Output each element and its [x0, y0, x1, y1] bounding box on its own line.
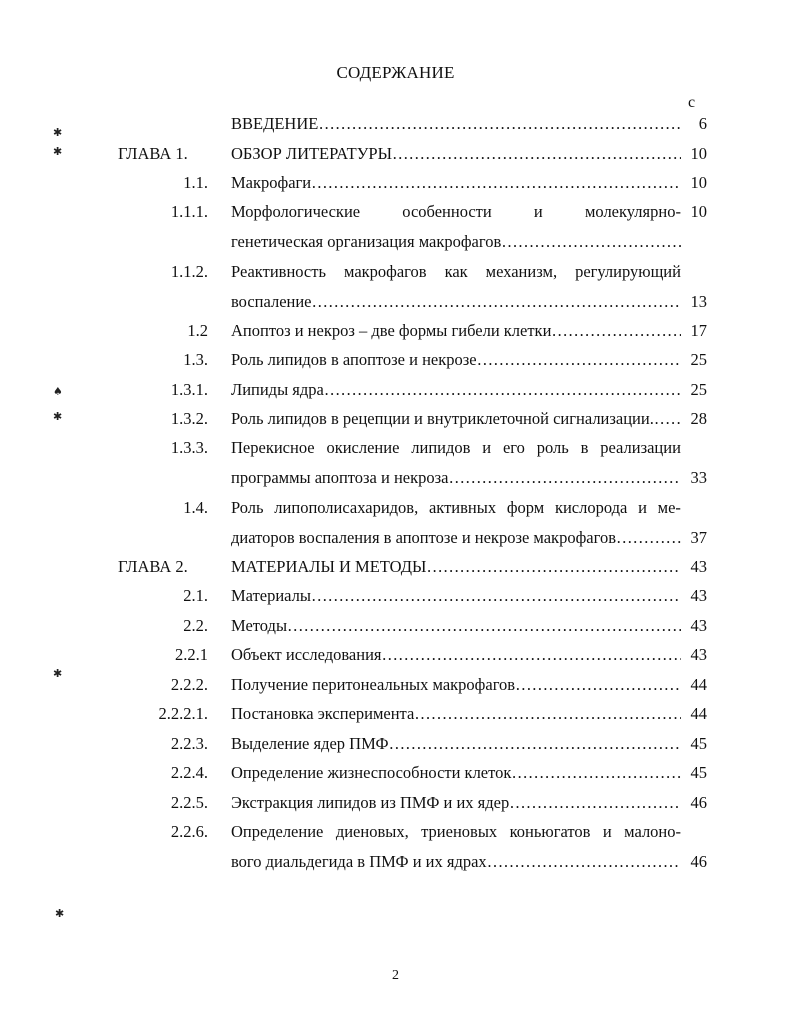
toc-entry-title[interactable]	[231, 320, 681, 342]
toc-entry-text: ОБЗОР ЛИТЕРАТУРЫ	[231, 144, 392, 163]
toc-entry-line[interactable]: Определение диеновых, триеновых коньюгатов и малоно-	[231, 822, 681, 841]
toc-page-number: 37	[690, 527, 707, 547]
toc-section-number: 2.2.3.	[170, 734, 208, 753]
scan-speck: ✱	[53, 126, 63, 139]
toc-entry-title[interactable]	[231, 143, 681, 165]
leader-dots	[515, 675, 681, 694]
toc-section-number: 1.2	[187, 321, 208, 340]
toc-entry-title[interactable]	[231, 556, 681, 578]
toc-entry-text: воспаление	[231, 291, 312, 311]
toc-entry-text: Определение жизнеспособности клеток	[231, 763, 512, 782]
toc-page-number: 17	[690, 321, 707, 340]
toc-page-number: 43	[690, 586, 707, 605]
toc-entry-title[interactable]	[231, 408, 681, 430]
toc-section-number: 2.2.2.	[170, 675, 208, 694]
toc-chapter-label: ГЛАВА 2.	[118, 557, 188, 576]
toc-entry-text: МАТЕРИАЛЫ И МЕТОДЫ	[231, 557, 427, 576]
leader-dots	[312, 292, 681, 311]
toc-section-number: 2.2.1	[175, 645, 208, 664]
toc-section-number: 1.1.1.	[170, 202, 208, 221]
toc-entry-text: программы апоптоза и некроза	[231, 467, 449, 487]
toc-entry-text: Получение перитонеальных макрофагов	[231, 675, 516, 694]
toc-page-number: 28	[690, 409, 707, 428]
leader-dots	[392, 144, 681, 163]
toc-entry-text: Экстракция липидов из ПМФ и их ядер	[231, 793, 510, 812]
leader-dots	[551, 321, 681, 340]
toc-entry-title[interactable]	[231, 792, 681, 814]
toc-entry-title[interactable]	[231, 113, 681, 135]
scan-speck: ♠	[53, 385, 63, 398]
scan-speck: ✱	[53, 145, 63, 158]
leader-dots	[287, 616, 681, 635]
toc-entry-line[interactable]: Реактивность макрофагов как механизм, регулирующий	[231, 262, 681, 281]
toc-section-number: 2.2.6.	[170, 822, 208, 841]
toc-entry-title[interactable]	[231, 467, 681, 489]
toc-section-number: 1.3.3.	[170, 438, 208, 457]
toc-entry-text: Роль липидов в рецепции и внутриклеточной сигнализации.	[231, 409, 654, 428]
toc-page-number: 33	[690, 467, 707, 487]
toc-section-number: 1.3.	[183, 350, 208, 369]
toc-entry-title[interactable]	[231, 674, 681, 696]
toc-section-number: 1.1.	[183, 173, 208, 192]
toc-entry-text: Материалы	[231, 586, 311, 605]
toc-page-number: 10	[690, 202, 707, 221]
toc-entry-title[interactable]	[231, 585, 681, 607]
scan-speck: ✱	[53, 667, 63, 680]
toc-section-number: 1.3.1.	[170, 380, 208, 399]
toc-page-number: 25	[690, 380, 707, 399]
toc-entry-text: Постановка эксперимента	[231, 704, 415, 723]
toc-entry-text: Роль липидов в апоптозе и некрозе	[231, 350, 477, 369]
toc-page-number: 43	[690, 645, 707, 664]
leader-dots	[426, 557, 681, 576]
toc-page-number: 13	[690, 291, 707, 311]
toc-entry-text: Липиды ядра	[231, 380, 324, 399]
leader-dots	[318, 114, 681, 133]
toc-entry-title[interactable]	[231, 733, 681, 755]
leader-dots	[501, 232, 681, 251]
toc-entry-title[interactable]	[231, 349, 681, 371]
toc-page-number: 45	[690, 734, 707, 753]
leader-dots	[311, 173, 681, 192]
toc-entry-line[interactable]: Роль липополисахаридов, активных форм кислорода и ме-	[231, 498, 681, 517]
toc-entry-title[interactable]	[231, 615, 681, 637]
toc-section-number: 2.1.	[183, 586, 208, 605]
scan-speck: ✱	[55, 907, 65, 920]
toc-section-number: 2.2.2.1.	[158, 704, 208, 723]
toc-page-number: 46	[690, 851, 707, 871]
toc-page-number: 44	[690, 704, 707, 723]
toc-entry-text: генетическая организация макрофагов	[231, 231, 502, 251]
leader-dots	[616, 528, 681, 547]
toc-section-number: 1.3.2.	[170, 409, 208, 428]
toc-entry-text: Макрофаги	[231, 173, 312, 192]
leader-dots	[654, 409, 681, 428]
toc-entry-text: Выделение ядер ПМФ	[231, 734, 389, 753]
toc-entry-text: Методы	[231, 616, 288, 635]
toc-section-number: 1.1.2.	[170, 262, 208, 281]
toc-entry-text: Объект исследования	[231, 645, 382, 664]
leader-dots	[511, 763, 681, 782]
toc-entry-title[interactable]	[231, 851, 681, 873]
leader-dots	[448, 468, 681, 487]
toc-entry-text: ВВЕДЕНИЕ	[231, 114, 319, 133]
toc-entry-text: диаторов воспаления в апоптозе и некрозе макрофагов	[231, 527, 616, 547]
toc-entry-line[interactable]: Морфологические особенности и молекулярно-	[231, 202, 681, 221]
leader-dots	[311, 586, 681, 605]
toc-page-number: 6	[698, 114, 707, 133]
leader-dots	[487, 852, 681, 871]
toc-entry-title[interactable]	[231, 527, 681, 549]
toc-entry-title[interactable]	[231, 291, 681, 313]
toc-section-number: 2.2.4.	[170, 763, 208, 782]
page-number: 2	[392, 968, 399, 983]
page-column-label: с	[688, 94, 696, 111]
toc-page-number: 10	[690, 144, 707, 163]
toc-chapter-label: ГЛАВА 1.	[118, 144, 188, 163]
toc-page-number: 10	[690, 173, 707, 192]
toc-entry-title[interactable]	[231, 703, 681, 725]
leader-dots	[509, 793, 681, 812]
toc-page-number: 43	[690, 616, 707, 635]
toc-page-number: 45	[690, 763, 707, 782]
toc-page-number: 25	[690, 350, 707, 369]
toc-page-number: 46	[690, 793, 707, 812]
toc-section-number: 2.2.	[183, 616, 208, 635]
toc-entry-title[interactable]	[231, 231, 681, 253]
toc-section-number: 2.2.5.	[170, 793, 208, 812]
leader-dots	[477, 350, 681, 369]
toc-entry-text: Апоптоз и некроз – две формы гибели клетки	[231, 321, 552, 340]
toc-section-number: 1.4.	[183, 498, 208, 517]
toc-entry-text: вого диальдегида в ПМФ и их ядрах	[231, 851, 487, 871]
leader-dots	[389, 734, 681, 753]
toc-page-number: 43	[690, 557, 707, 576]
page-title: СОДЕРЖАНИЕ	[336, 63, 455, 82]
toc-page-number: 44	[690, 675, 707, 694]
leader-dots	[382, 645, 682, 664]
leader-dots	[324, 380, 681, 399]
toc-entry-title[interactable]	[231, 172, 681, 194]
toc-entry-title[interactable]	[231, 379, 681, 401]
toc-entry-title[interactable]	[231, 762, 681, 784]
scan-speck: ✱	[53, 410, 63, 423]
leader-dots	[414, 704, 681, 723]
toc-entry-title[interactable]	[231, 644, 681, 666]
toc-entry-line[interactable]: Перекисное окисление липидов и его роль в реализации	[231, 438, 681, 457]
